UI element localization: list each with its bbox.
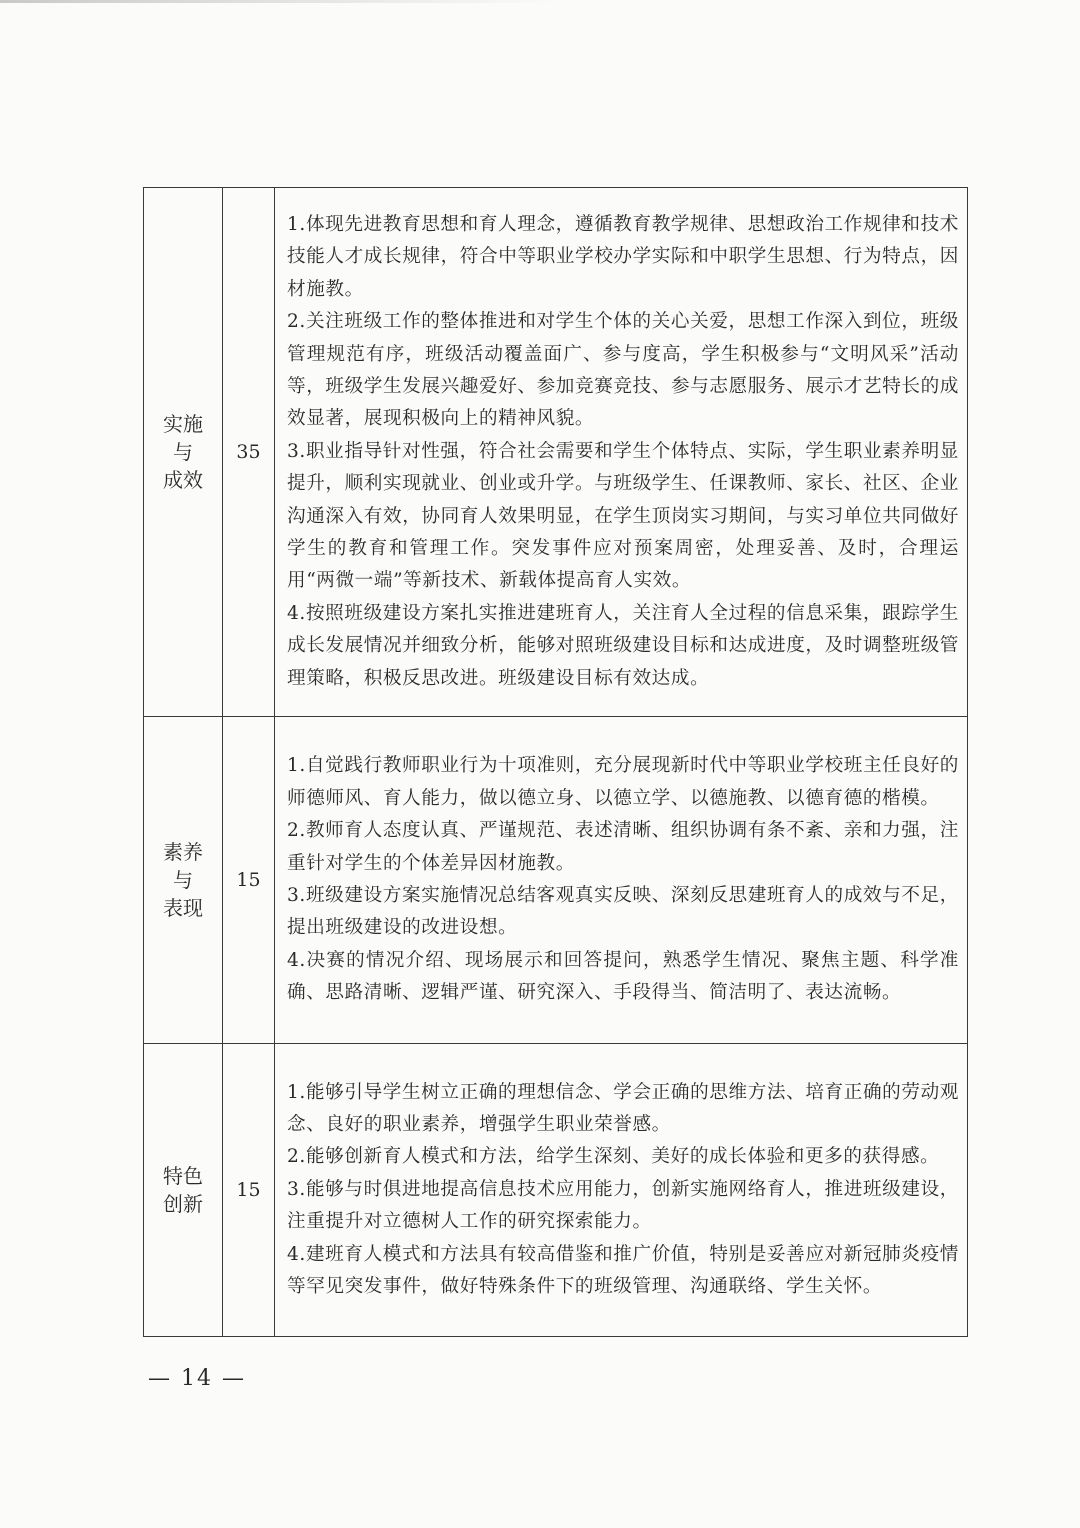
criteria-cell [275,717,968,1044]
criteria-item: 2.教师育人态度认真、严谨规范、表述清晰、组织协调有条不紊、亲和力强，注重针对学生的个体差异因材施教。 [287,820,959,874]
table-row [144,1044,968,1337]
table-row [144,717,968,1044]
criteria-item: 3.职业指导针对性强，符合社会需要和学生个体特点、实际，学生职业素养明显提升，顺利实现就业、创业或升学。与班级学生、任课教师、家长、社区、企业沟通深入有效，协同育人效果明显，在学生顶岗实习期间，与实习单位共同做好学生的教育和管理工作。突发事件应对预案周密，处理妥善、及时，合理运用“两微一端”等新技术、新载体提高育人实效。 [287,440,959,592]
score-cell: 35 [223,188,275,717]
page-number: — 14 — [148,1366,246,1391]
criteria-item: 3.班级建设方案实施情况总结客观真实反映、深刻反思建班育人的成效与不足，提出班级建设的改进设想。 [287,885,959,939]
criteria-cell [275,188,968,717]
criteria-item: 2.关注班级工作的整体推进和对学生个体的关心关爱，思想工作深入到位，班级管理规范有序，班级活动覆盖面广、参与度高，学生积极参与“文明风采”活动等，班级学生发展兴趣爱好、参加竞赛竞技、参与志愿服务、展示才艺特长的成效显著，展现积极向上的精神风貌。 [287,311,959,430]
category-label: 成效 [163,468,203,492]
score-cell: 15 [223,717,275,1044]
category-cell [144,1044,223,1337]
category-label: 素养 [163,840,203,864]
criteria-item: 3.能够与时俱进地提高信息技术应用能力，创新实施网络育人，推进班级建设，注重提升对立德树人工作的研究探索能力。 [287,1178,959,1233]
criteria-item: 2.能够创新育人模式和方法，给学生深刻、美好的成长体验和更多的获得感。 [287,1146,940,1168]
category-cell [144,188,223,717]
category-label: 实施 [163,412,203,436]
criteria-item: 1.体现先进教育思想和育人理念，遵循教育教学规律、思想政治工作规律和技术技能人才成长规律，符合中等职业学校办学实际和中职学生思想、行为特点，因材施教。 [287,213,959,300]
criteria-table [143,187,968,1337]
criteria-item: 4.建班育人模式和方法具有较高借鉴和推广价值，特别是妥善应对新冠肺炎疫情等罕见突发事件，做好特殊条件下的班级管理、沟通联络、学生关怀。 [287,1243,959,1298]
criteria-item: 1.能够引导学生树立正确的理想信念、学会正确的思维方法、培育正确的劳动观念、良好的职业素养，增强学生职业荣誉感。 [287,1081,959,1135]
category-cell [144,717,223,1044]
category-label: 创新 [163,1192,203,1216]
criteria-cell [275,1044,968,1337]
score-cell: 15 [223,1044,275,1337]
category-label: 与 [173,440,193,464]
scan-edge [0,0,560,3]
criteria-item: 4.按照班级建设方案扎实推进建班育人，关注育人全过程的信息采集，跟踪学生成长发展情况并细致分析，能够对照班级建设目标和达成进度，及时调整班级管理策略，积极反思改进。班级建设目标有效达成。 [287,602,959,689]
category-label: 表现 [163,896,203,920]
criteria-item: 1.自觉践行教师职业行为十项准则，充分展现新时代中等职业学校班主任良好的师德师风、育人能力，做以德立身、以德立学、以德施教、以德育德的楷模。 [287,755,959,809]
criteria-item: 4.决赛的情况介绍、现场展示和回答提问，熟悉学生情况、聚焦主题、科学准确、思路清晰、逻辑严谨、研究深入、手段得当、简洁明了、表达流畅。 [287,949,959,1004]
category-label: 与 [173,868,193,892]
table-row [144,188,968,717]
category-label: 特色 [163,1164,203,1188]
